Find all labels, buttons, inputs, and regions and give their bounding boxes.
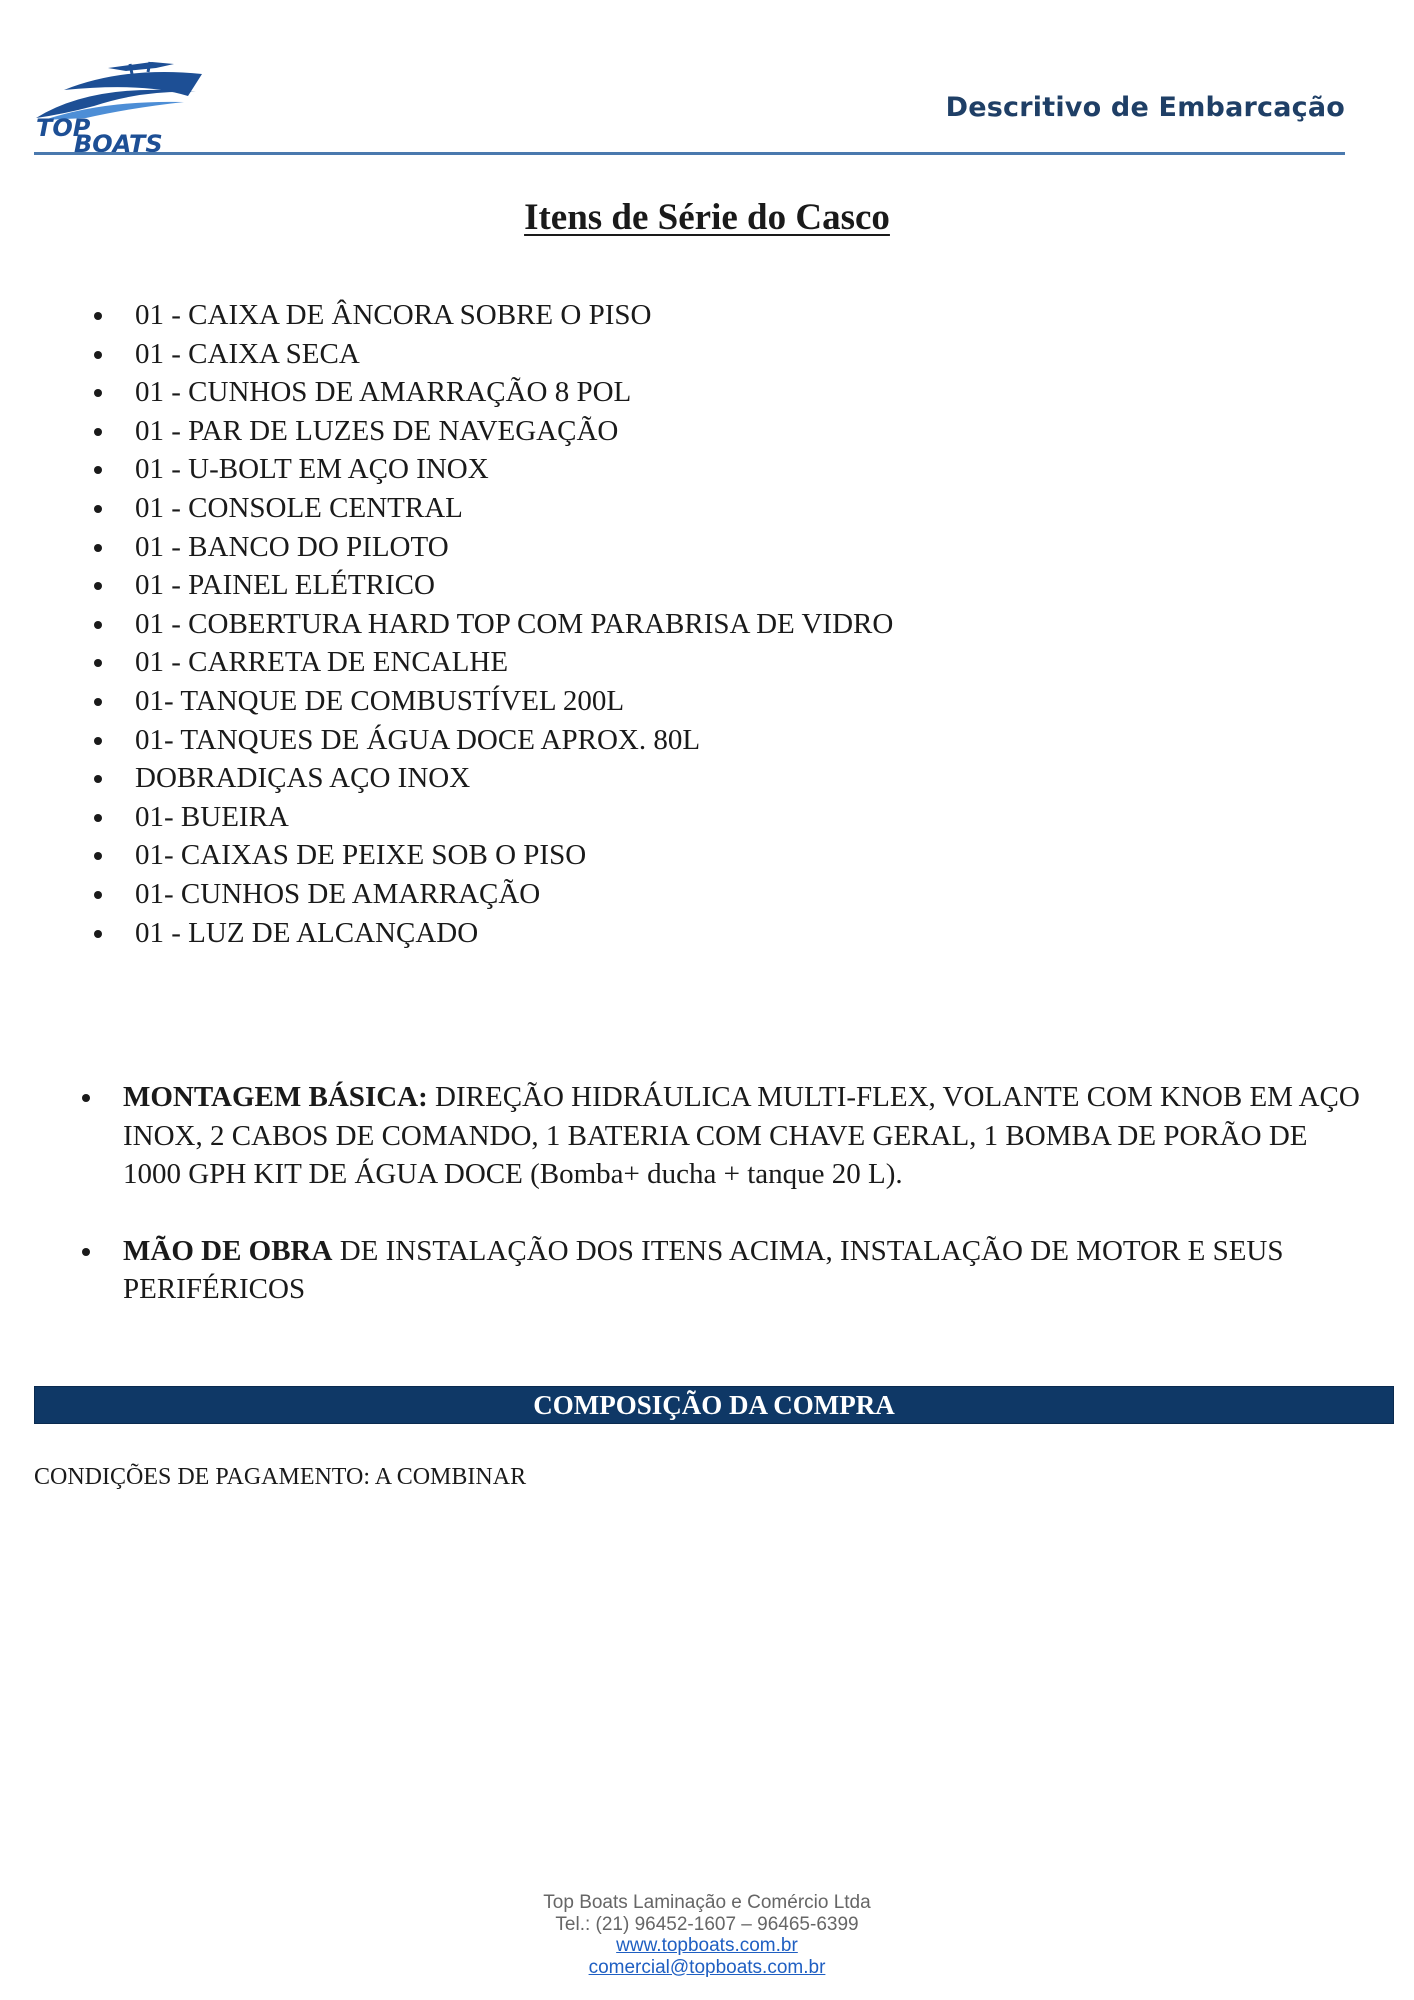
list-item: 01 - COBERTURA HARD TOP COM PARABRISA DE VIDRO bbox=[92, 605, 893, 644]
basic-assembly-label: MONTAGEM BÁSICA: bbox=[123, 1081, 428, 1113]
page-header bbox=[34, 52, 1345, 156]
logo-text-boats: BOATS bbox=[74, 130, 163, 152]
list-item: 01 - CONSOLE CENTRAL bbox=[92, 489, 893, 528]
hull-standard-items-list bbox=[92, 296, 893, 952]
basic-assembly-text: DIREÇÃO HIDRÁULICA MULTI-FLEX, VOLANTE COM KNOB EM AÇO INOX, 2 CABOS DE COMANDO, 1 BATERIA COM CHAVE GERAL, 1 BOMBA DE PORÃO DE 1000 GPH KIT DE ÁGUA DOCE (Bomba+ ducha + tanque 20 L). bbox=[123, 1081, 1360, 1191]
list-item: 01 - CAIXA DE ÂNCORA SOBRE O PISO bbox=[92, 296, 893, 335]
list-item: 01- CAIXAS DE PEIXE SOB O PISO bbox=[92, 836, 893, 875]
list-item: 01 - U-BOLT EM AÇO INOX bbox=[92, 450, 893, 489]
page-footer bbox=[0, 1892, 1414, 1978]
document-type-label: Descritivo de Embarcação bbox=[945, 92, 1345, 123]
footer-website-link[interactable]: www.topboats.com.br bbox=[616, 1935, 798, 1956]
assembly-and-labor-list bbox=[80, 1078, 1360, 1309]
list-item: 01 - CUNHOS DE AMARRAÇÃO 8 POL bbox=[92, 373, 893, 412]
labor-label: MÃO DE OBRA bbox=[123, 1234, 333, 1267]
list-item: 01- TANQUES DE ÁGUA DOCE APROX. 80L bbox=[92, 721, 893, 760]
footer-company: Top Boats Laminação e Comércio Ltda bbox=[543, 1892, 871, 1913]
list-item: 01 - PAINEL ELÉTRICO bbox=[92, 566, 893, 605]
list-item: 01 - BANCO DO PILOTO bbox=[92, 528, 893, 567]
list-item: 01 - PAR DE LUZES DE NAVEGAÇÃO bbox=[92, 412, 893, 451]
list-item: 01- BUEIRA bbox=[92, 798, 893, 837]
list-item: 01 - LUZ DE ALCANÇADO bbox=[92, 914, 893, 953]
footer-email-link[interactable]: comercial@topboats.com.br bbox=[588, 1956, 826, 1978]
purchase-composition-heading: COMPOSIÇÃO DA COMPRA bbox=[34, 1386, 1394, 1424]
list-item: 01 - CAIXA SECA bbox=[92, 335, 893, 374]
footer-phone: Tel.: (21) 96452-1607 – 96465-6399 bbox=[555, 1913, 859, 1935]
list-item: 01- TANQUE DE COMBUSTÍVEL 200L bbox=[92, 682, 893, 721]
header-divider bbox=[34, 152, 1345, 155]
top-boats-logo bbox=[34, 52, 204, 152]
list-item: DOBRADIÇAS AÇO INOX bbox=[92, 759, 893, 798]
list-item: 01 - CARRETA DE ENCALHE bbox=[92, 643, 893, 682]
payment-conditions: CONDIÇÕES DE PAGAMENTO: A COMBINAR bbox=[34, 1464, 527, 1490]
logo-text-top: TOP bbox=[36, 114, 91, 142]
labor-text: DE INSTALAÇÃO DOS ITENS ACIMA, INSTALAÇÃO DE MOTOR E SEUS PERIFÉRICOS bbox=[123, 1234, 1284, 1306]
basic-assembly-item bbox=[80, 1078, 1360, 1194]
list-item: 01- CUNHOS DE AMARRAÇÃO bbox=[92, 875, 893, 914]
labor-item bbox=[80, 1232, 1360, 1309]
page-title: Itens de Série do Casco bbox=[524, 197, 890, 238]
